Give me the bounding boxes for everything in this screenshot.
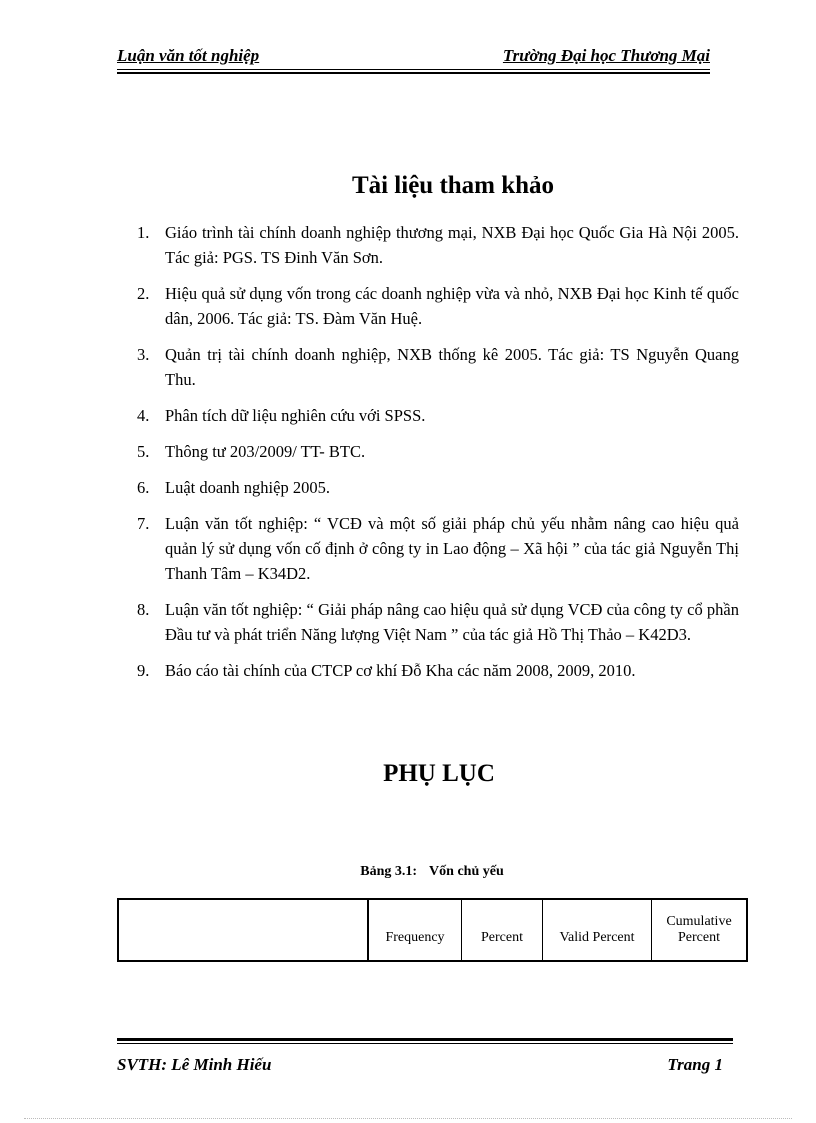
page-header (117, 46, 710, 66)
reference-number: 1. (137, 223, 150, 242)
references-title: Tài liệu tham khảo (351, 172, 555, 199)
reference-item (137, 220, 739, 270)
reference-number: 5. (137, 442, 150, 461)
reference-number: 6. (137, 478, 150, 497)
reference-number: 7. (137, 514, 150, 533)
page-footer (117, 1055, 723, 1075)
column-header-frequency: Frequency (368, 899, 462, 961)
table-caption-title: Vốn chủ yếu (429, 864, 504, 879)
footer-rule-thick (117, 1038, 733, 1041)
header-rule-thin (117, 69, 710, 70)
reference-text: Giáo trình tài chính doanh nghiệp thương mại, NXB Đại học Quốc Gia Hà Nội 2005. Tác giả: PGS. TS Đinh Văn Sơn. (165, 223, 739, 267)
reference-text: Quản trị tài chính doanh nghiệp, NXB thống kê 2005. Tác giả: TS Nguyễn Quang Thu. (165, 345, 739, 389)
reference-item (137, 281, 739, 331)
reference-text: Báo cáo tài chính của CTCP cơ khí Đỗ Kha các năm 2008, 2009, 2010. (165, 661, 636, 680)
reference-text: Luật doanh nghiệp 2005. (165, 478, 330, 497)
reference-number: 9. (137, 661, 150, 680)
footer-student-name: SVTH: Lê Minh Hiếu (117, 1055, 272, 1074)
reference-item (137, 403, 739, 428)
reference-number: 8. (137, 600, 150, 619)
header-thesis-label: Luận văn tốt nghiệp (117, 46, 260, 65)
reference-text: Luận văn tốt nghiệp: “ VCĐ và một số giải pháp chủ yếu nhằm nâng cao hiệu quả quản lý sử dụng vốn cố định ở công ty in Lao động – Xã hội ” của tác giả Nguyễn Thị Thanh Tâm – K34D2. (165, 514, 739, 583)
reference-item (137, 658, 739, 683)
reference-text: Luận văn tốt nghiệp: “ Giải pháp nâng cao hiệu quả sử dụng VCĐ của công ty cổ phần Đầu tư và phát triển Năng lượng Việt Nam ” của tác giả Hồ Thị Thảo – K42D3. (165, 600, 739, 644)
appendix-title: PHỤ LỤC (383, 760, 495, 787)
header-university-name: Trường Đại học Thương Mại (502, 46, 710, 65)
reference-number: 4. (137, 406, 150, 425)
table-caption (0, 864, 816, 880)
table-header-row (118, 899, 747, 961)
footer-rule-thin (117, 1043, 733, 1044)
reference-text: Phân tích dữ liệu nghiên cứu với SPSS. (165, 406, 426, 425)
reference-item (137, 475, 739, 500)
reference-number: 2. (137, 284, 150, 303)
frequency-table (117, 898, 748, 962)
reference-item (137, 597, 739, 647)
reference-list (137, 220, 739, 694)
reference-item (137, 511, 739, 586)
column-header-percent: Percent (462, 899, 543, 961)
reference-number: 3. (137, 345, 150, 364)
table-caption-label: Bảng 3.1: (360, 864, 418, 879)
footer-page-number: Trang 1 (667, 1055, 723, 1074)
header-rule-thick (117, 72, 710, 74)
reference-item (137, 342, 739, 392)
reference-item (137, 439, 739, 464)
page-bottom-edge (24, 1118, 792, 1119)
reference-text: Hiệu quả sử dụng vốn trong các doanh nghiệp vừa và nhỏ, NXB Đại học Kinh tế quốc dân, 2006. Tác giả: TS. Đàm Văn Huệ. (165, 284, 739, 328)
column-header-valid-percent: Valid Percent (543, 899, 652, 961)
table-stub-cell (118, 899, 368, 961)
reference-text: Thông tư 203/2009/ TT- BTC. (165, 442, 366, 461)
column-header-cumulative-percent: Cumulative Percent (652, 899, 748, 961)
